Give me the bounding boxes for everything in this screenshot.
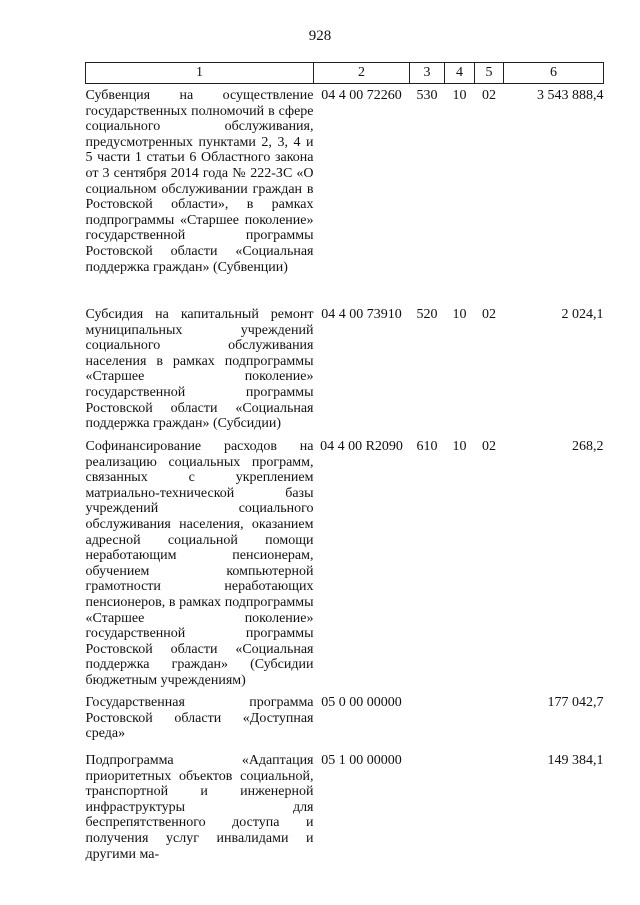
row-description: Субсидия на капитальный ремонт муниципальных учреждений социального обслуживания населения в рамках подпрограммы «Старшее поколение» государственной программы Ростовской области «Социальная поддержка граждан» (Субсидии): [85, 307, 314, 432]
row-amount: 3 543 888,4: [537, 88, 604, 103]
table-row: [86, 691, 604, 749]
table-header-row: [86, 63, 604, 84]
row-col4: 10: [452, 439, 467, 454]
row-code: 05 0 00 00000: [321, 695, 402, 710]
row-col3: [410, 749, 445, 862]
row-col5: [475, 691, 504, 749]
row-description: Государственная программа Ростовской области «Доступная среда»: [85, 695, 314, 742]
row-col3: 610: [416, 439, 438, 454]
row-code: 04 4 00 73910: [321, 307, 402, 322]
row-code: 04 4 00 R2090: [320, 439, 403, 454]
row-col3: 530: [416, 88, 438, 103]
row-col4: 10: [452, 88, 467, 103]
row-col3: [410, 691, 445, 749]
row-col5: 02: [482, 88, 496, 103]
row-amount: 177 042,7: [547, 695, 604, 710]
row-amount: 2 024,1: [561, 307, 604, 322]
row-amount: 268,2: [572, 439, 604, 454]
row-col4: [445, 691, 475, 749]
row-description: Субвенция на осуществление государственных полномочий в сфере социального обслуживания, предусмотренных пунктами 2, 3, 4 и 5 части 1 статьи 6 Областного закона от 3 сентября 2014 года № 222-ЗС «О социальном обслуживании граждан в Ростовской области», в рамках подпрограммы «Старшее поколение» государственной программы Ростовской области «Социальная поддержка граждан» (Субвенции): [85, 88, 314, 275]
row-col5: 02: [482, 439, 496, 454]
row-col4: [445, 749, 475, 862]
table-row: [86, 749, 604, 862]
table-row: [86, 84, 604, 304]
row-col4: 10: [452, 307, 467, 322]
row-code: 04 4 00 72260: [321, 88, 402, 103]
header-col-5: 5: [475, 63, 504, 84]
header-col-2: 2: [314, 63, 410, 84]
header-col-3: 3: [410, 63, 445, 84]
row-amount: 149 384,1: [547, 753, 604, 768]
row-col5: [475, 749, 504, 862]
budget-table: [85, 62, 604, 862]
table-row: [86, 435, 604, 691]
header-col-4: 4: [445, 63, 475, 84]
row-col5: 02: [482, 307, 496, 322]
page-number: 928: [308, 28, 332, 44]
row-description: Подпрограмма «Адаптация приоритетных объектов социальной, транспортной и инженерной инфраструктуры для беспрепятственного доступа и получения услуг инвалидами и другими ма-: [85, 753, 314, 862]
table-row: [86, 303, 604, 435]
row-code: 05 1 00 00000: [321, 753, 402, 768]
header-col-6: 6: [504, 63, 604, 84]
header-col-1: 1: [86, 63, 314, 84]
row-col3: 520: [416, 307, 438, 322]
row-description: Софинансирование расходов на реализацию социальных программ, связанных с укреплением матриально-технической базы учреждений социального обслуживания населения, оказанием адресной социальной помощи неработающим пенсионерам, обучением компьютерной грамотности неработающих пенсионеров, в рамках подпрограммы «Старшее поколение» государственной программы Ростовской области «Социальная поддержка граждан» (Субсидии бюджетным учреждениям): [85, 439, 314, 688]
